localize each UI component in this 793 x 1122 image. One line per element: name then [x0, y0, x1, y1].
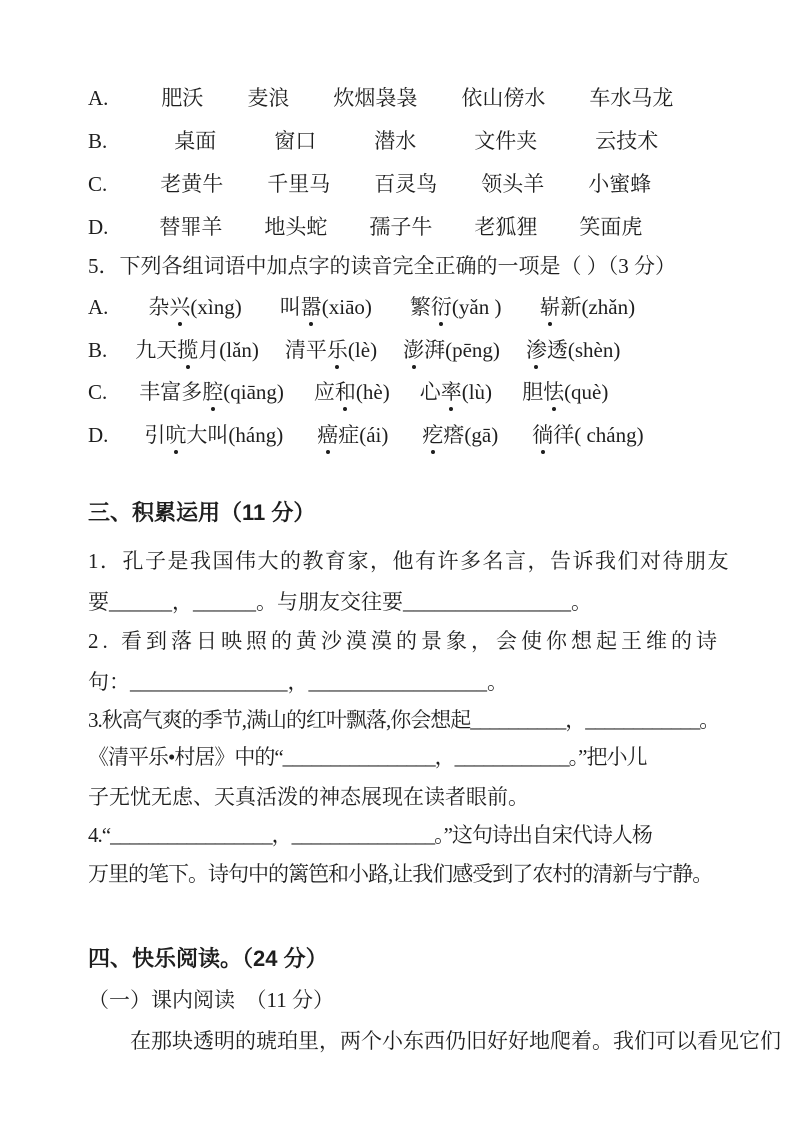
dotted-char: 率 — [440, 380, 462, 404]
plain-chars: 大叫(háng) — [186, 423, 284, 447]
word-item: 小蜜蜂 — [588, 172, 652, 196]
pinyin-word — [139, 380, 284, 404]
dotted-char: 徜 — [532, 423, 554, 447]
q3-line-2-blanks: 《清平乐•村居》中的“________________，____________。”把小儿 — [88, 745, 647, 769]
q5-option-row-d — [88, 423, 723, 447]
q1-line-2-blanks: 要______，______。与朋友交往要________________。 — [88, 590, 592, 614]
dotted-char: 和 — [334, 380, 356, 404]
q1-line-1: 1．孔子是我国伟大的教育家，他有许多名言，告诉我们对待朋友 — [88, 549, 730, 573]
q3-line-3: 子无忧无虑、天真活泼的神态展现在读者眼前。 — [88, 785, 529, 809]
plain-chars: (lè) — [347, 338, 378, 362]
dotted-char: 腔 — [202, 380, 224, 404]
option-letter: B. — [88, 338, 108, 362]
pinyin-word — [522, 380, 608, 404]
plain-chars: 症(ái) — [338, 423, 389, 447]
plain-chars: 月(lǎn) — [198, 338, 259, 362]
word-item: 文件夹 — [474, 129, 538, 153]
plain-chars: 应 — [313, 380, 335, 404]
word-item: 百灵鸟 — [374, 172, 438, 196]
word-item: 窗口 — [274, 129, 317, 153]
dotted-char: 癌 — [317, 423, 339, 447]
pinyin-word — [135, 338, 259, 362]
pinyin-word — [422, 423, 498, 447]
q4-option-row-c — [88, 172, 723, 196]
pinyin-word — [317, 423, 388, 447]
pinyin-word — [403, 338, 500, 362]
word-item: 云技术 — [595, 129, 659, 153]
dotted-char: 揽 — [177, 338, 199, 362]
dotted-char: 渗 — [525, 338, 547, 362]
word-item: 地头蛇 — [264, 215, 328, 239]
word-item: 炊烟袅袅 — [333, 86, 418, 110]
q3-line-1-blanks: 3.秋高气爽的季节,满山的红叶飘落,你会想起__________，____________。 — [88, 708, 720, 732]
pinyin-word — [420, 380, 492, 404]
plain-chars: 九天 — [135, 338, 178, 362]
dotted-char: 疙 — [422, 423, 444, 447]
pinyin-word — [539, 295, 635, 319]
word-item: 孺子牛 — [369, 215, 433, 239]
dotted-char: 兴 — [169, 295, 191, 319]
q4-option-row-a — [88, 86, 723, 110]
plain-chars: 引 — [144, 423, 166, 447]
pinyin-word — [144, 423, 283, 447]
q5-option-row-b — [88, 338, 723, 362]
dotted-char: 崭 — [539, 295, 561, 319]
plain-chars: 心 — [419, 380, 441, 404]
word-item: 桌面 — [174, 129, 217, 153]
dotted-char: 澎 — [403, 338, 425, 362]
plain-chars: 湃(pēng) — [424, 338, 500, 362]
word-item: 肥沃 — [161, 86, 204, 110]
plain-chars: (qiāng) — [223, 380, 284, 404]
word-item: 车水马龙 — [589, 86, 674, 110]
section-reading-title: 四、快乐阅读。（24 分） — [88, 946, 328, 971]
plain-chars: 徉( cháng) — [553, 423, 644, 447]
option-letter: C. — [88, 172, 108, 196]
option-letter: D. — [88, 423, 109, 447]
word-item: 领头羊 — [481, 172, 545, 196]
option-letter: D. — [88, 215, 109, 239]
plain-chars: (yǎn ) — [451, 295, 502, 319]
reading-subsection-title: （一）课内阅读 （11 分） — [88, 988, 334, 1012]
option-letter: A. — [88, 86, 109, 110]
q4-option-row-d — [88, 215, 723, 239]
option-letter: B. — [88, 129, 108, 153]
q4-line-2: 万里的笔下。诗句中的篱笆和小路,让我们感受到了农村的清新与宁静。 — [88, 862, 713, 886]
plain-chars: (xìng) — [190, 295, 242, 319]
plain-chars: 透(shèn) — [546, 338, 621, 362]
section-accumulation-title: 三、积累运用（11 分） — [88, 500, 316, 525]
plain-chars: 叫 — [279, 295, 301, 319]
dotted-char: 吭 — [165, 423, 187, 447]
plain-chars: 繁 — [409, 295, 431, 319]
dotted-char: 怯 — [543, 380, 565, 404]
dotted-char: 衍 — [430, 295, 452, 319]
q4-line-1-blanks: 4.“_________________，_______________。”这句诗出自宋代诗人杨 — [88, 823, 652, 847]
plain-chars: 胆 — [522, 380, 544, 404]
option-letter: C. — [88, 380, 108, 404]
plain-chars: 丰富多 — [139, 380, 203, 404]
plain-chars: (què) — [564, 380, 609, 404]
pinyin-word — [410, 295, 502, 319]
reading-passage-line: 在那块透明的琥珀里，两个小东西仍旧好好地爬着。我们可以看见它们 — [130, 1029, 781, 1053]
q2-line-2-blanks: 句：_______________，_________________。 — [88, 670, 508, 694]
plain-chars: (lù) — [461, 380, 493, 404]
pinyin-word — [532, 423, 643, 447]
word-item: 老黄牛 — [160, 172, 224, 196]
q5-stem: 5．下列各组词语中加点字的读音完全正确的一项是（ ）（3 分） — [88, 254, 676, 278]
pinyin-word — [526, 338, 620, 362]
word-item: 老狐狸 — [474, 215, 538, 239]
pinyin-word — [280, 295, 372, 319]
pinyin-word — [314, 380, 390, 404]
plain-chars: (xiāo) — [321, 295, 372, 319]
q2-line-1: 2. 看到落日映照的黄沙漠漠的景象，会使你想起王维的诗 — [88, 629, 721, 653]
plain-chars: 新(zhǎn) — [560, 295, 636, 319]
q5-option-row-c — [88, 380, 723, 404]
option-letter: A. — [88, 295, 109, 319]
word-item: 潜水 — [374, 129, 417, 153]
pinyin-word — [285, 338, 377, 362]
plain-chars: 杂 — [148, 295, 170, 319]
word-item: 依山傍水 — [461, 86, 546, 110]
plain-chars: 清平 — [284, 338, 327, 362]
word-item: 麦浪 — [247, 86, 290, 110]
plain-chars: (hè) — [355, 380, 390, 404]
dotted-char: 乐 — [326, 338, 348, 362]
word-item: 替罪羊 — [159, 215, 223, 239]
pinyin-word — [148, 295, 241, 319]
word-item: 千里马 — [267, 172, 331, 196]
dotted-char: 嚣 — [300, 295, 322, 319]
plain-chars: 瘩(gā) — [443, 423, 499, 447]
q5-option-row-a — [88, 295, 723, 319]
q4-option-row-b — [88, 129, 723, 153]
word-item: 笑面虎 — [579, 215, 643, 239]
